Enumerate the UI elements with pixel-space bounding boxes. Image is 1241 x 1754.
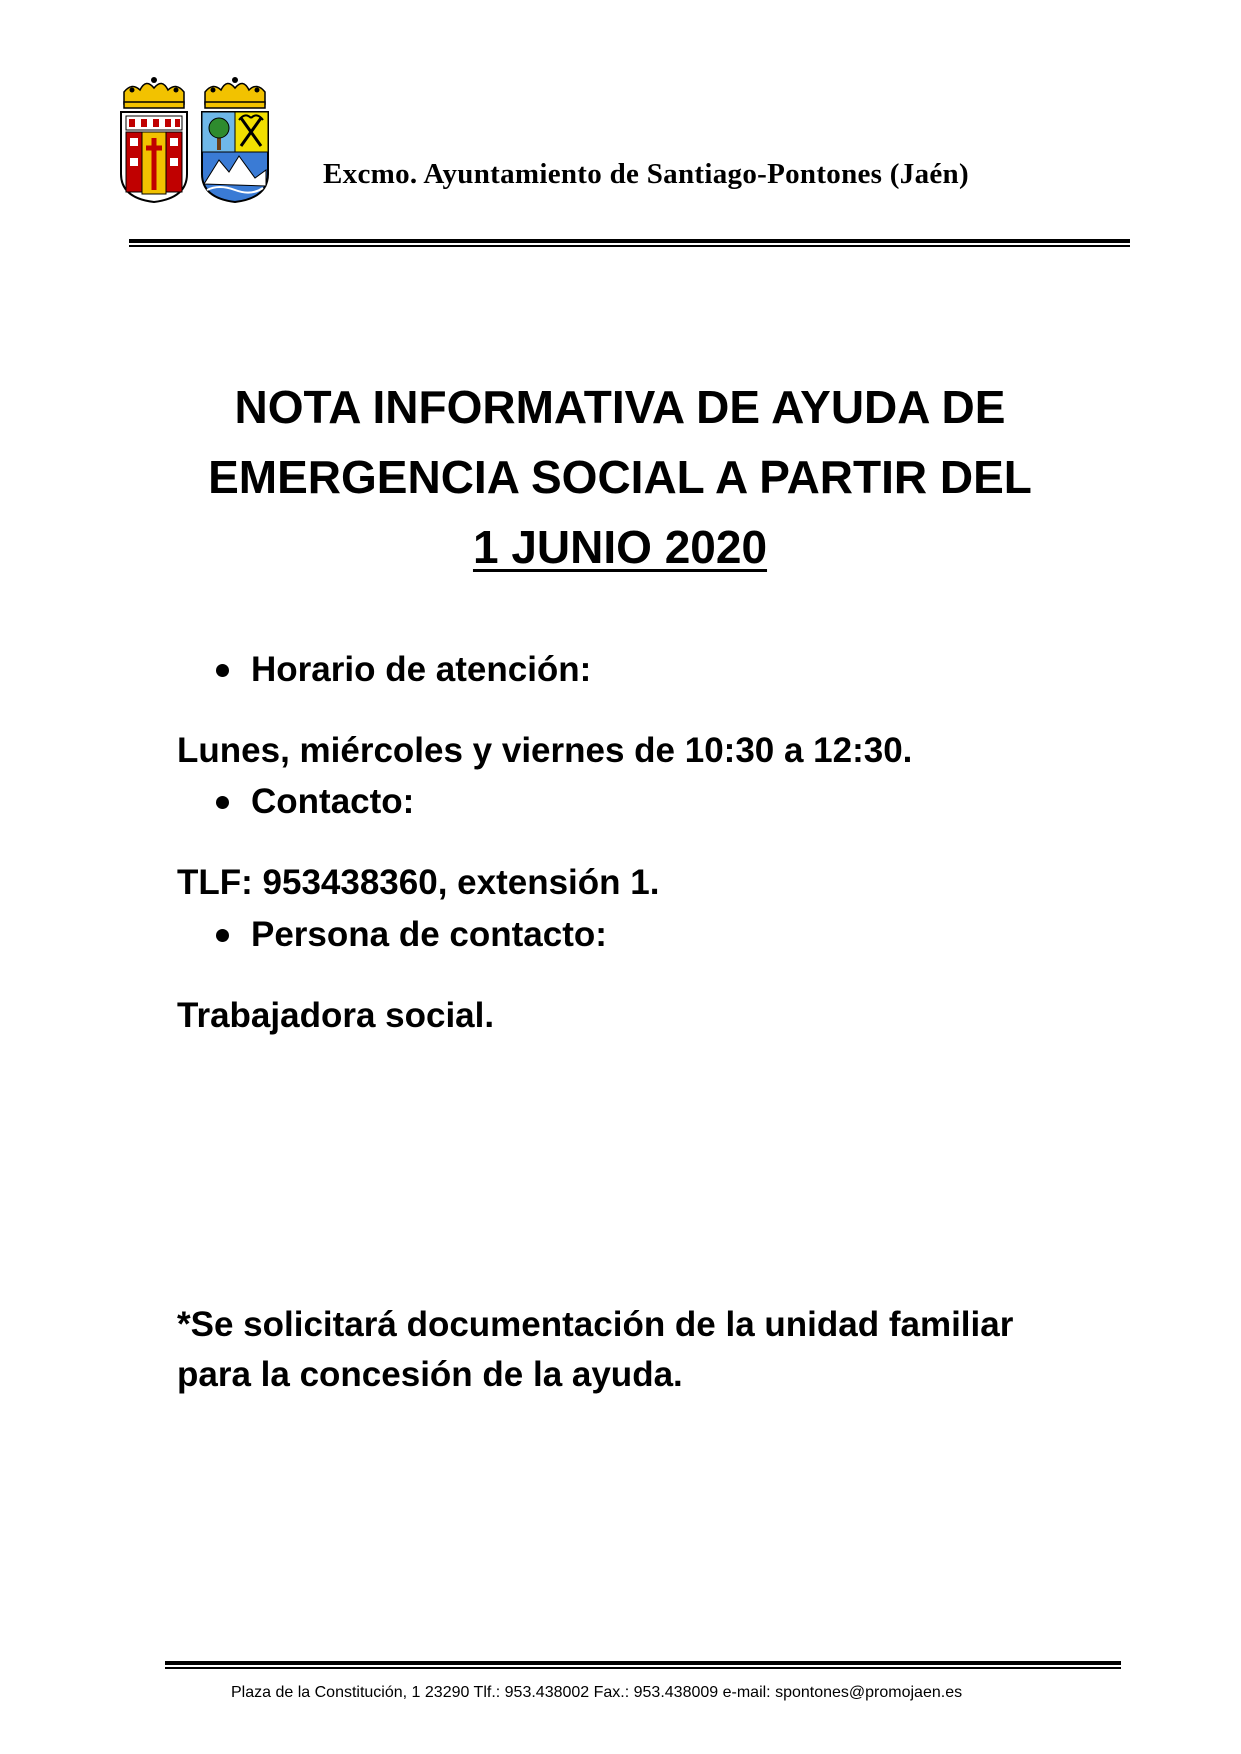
pontones-coat-of-arms-icon <box>199 74 271 204</box>
title-line-2: EMERGENCIA SOCIAL A PARTIR DEL <box>208 451 1032 503</box>
note-line-2: para la concesión de la ayuda. <box>177 1355 683 1394</box>
contact-person-text: Trabajadora social. <box>177 996 495 1035</box>
bullet-icon <box>216 796 229 809</box>
footer-divider <box>165 1661 1121 1669</box>
notice-title <box>120 372 1120 582</box>
municipality-header: Excmo. Ayuntamiento de Santiago-Pontones (Jaén) <box>323 158 969 190</box>
contact-person-heading: Persona de contacto: <box>251 915 607 954</box>
santiago-coat-of-arms-icon <box>118 74 190 204</box>
title-line-1: NOTA INFORMATIVA DE AYUDA DE <box>234 381 1006 433</box>
schedule-heading: Horario de atención: <box>251 650 592 689</box>
contact-text: TLF: 953438360, extensión 1. <box>177 863 660 902</box>
schedule-text: Lunes, miércoles y viernes de 10:30 a 12:30. <box>177 731 913 770</box>
documentation-note <box>177 1300 1013 1400</box>
header-divider <box>129 239 1130 247</box>
bullet-icon <box>216 664 229 677</box>
footer-address: Plaza de la Constitución, 1 23290 Tlf.: 953.438002 Fax.: 953.438009 e-mail: spontones@promojaen.es <box>231 1684 963 1701</box>
bullet-icon <box>216 929 229 942</box>
note-line-1: *Se solicitará documentación de la unidad familiar <box>177 1305 1014 1344</box>
title-date: 1 JUNIO 2020 <box>472 521 768 573</box>
contact-heading: Contacto: <box>251 782 415 821</box>
